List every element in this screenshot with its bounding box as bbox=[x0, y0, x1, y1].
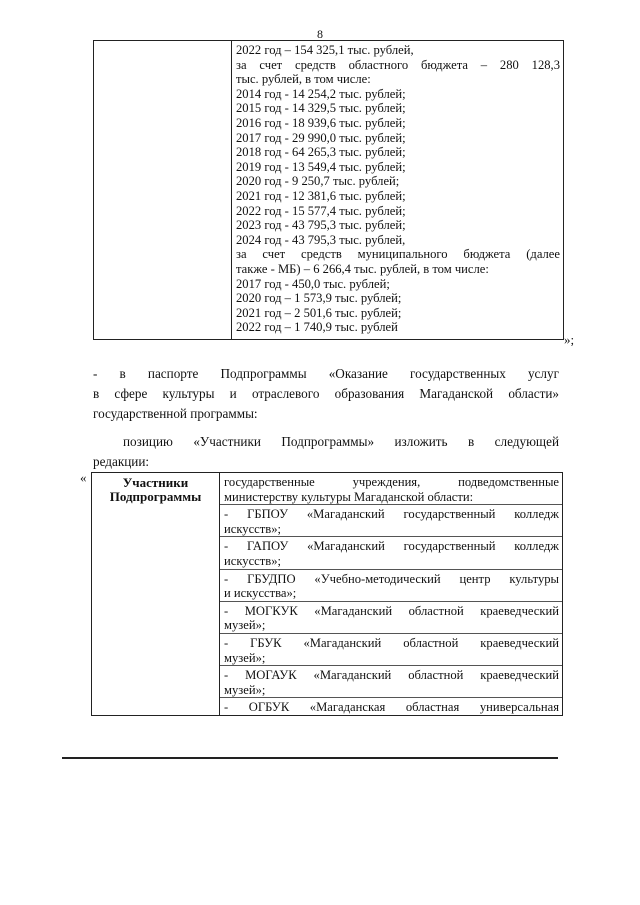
funding-line: 2019 год - 13 549,4 тыс. рублей; bbox=[236, 159, 406, 174]
participant-item bbox=[220, 505, 562, 537]
participants-table-row bbox=[92, 473, 563, 716]
participant-item-line: искусств»; bbox=[224, 521, 281, 536]
participant-item bbox=[220, 634, 562, 666]
funding-line: 2021 год - 12 381,6 тыс. рублей; bbox=[236, 188, 406, 203]
participant-item bbox=[220, 537, 562, 569]
participant-item-line: музей»; bbox=[224, 650, 266, 665]
participants-list-cell bbox=[220, 473, 563, 716]
participants-header-cell bbox=[92, 473, 220, 716]
participant-item-line: - ГБУК «Магаданский областной краеведческий bbox=[224, 635, 559, 650]
funding-line: 2016 год - 18 939,6 тыс. рублей; bbox=[236, 115, 406, 130]
funding-table-empty-cell bbox=[94, 41, 232, 340]
participant-item-line: - МОГКУК «Магаданский областной краеведческий bbox=[224, 603, 559, 618]
participant-item bbox=[220, 602, 562, 634]
paragraph-position-line: редакции: bbox=[93, 454, 150, 469]
participant-item-line: - ОГБУК «Магаданская областная универсальная bbox=[224, 700, 559, 715]
participants-intro bbox=[220, 473, 562, 505]
participant-item bbox=[220, 698, 562, 715]
participant-item-line: музей»; bbox=[224, 682, 266, 697]
participant-item-line: - ГБУДПО «Учебно-методический центр культуры bbox=[224, 571, 559, 586]
participant-item-line: - ГБПОУ «Магаданский государственный колледж bbox=[224, 507, 559, 522]
funding-line: тыс. рублей, в том числе: bbox=[236, 72, 371, 87]
funding-line: 2020 год - 9 250,7 тыс. рублей; bbox=[236, 174, 400, 189]
page-number: 8 bbox=[317, 27, 323, 41]
funding-line: 2023 год - 43 795,3 тыс. рублей; bbox=[236, 218, 406, 233]
paragraph-passport-line: - в паспорте Подпрограммы «Оказание государственных услуг bbox=[93, 366, 559, 381]
funding-line: 2022 год - 15 577,4 тыс. рублей; bbox=[236, 203, 406, 218]
funding-text bbox=[232, 41, 563, 335]
participants-header bbox=[92, 473, 219, 504]
opening-quote-mark: « bbox=[80, 470, 87, 485]
funding-line: 2017 год - 29 990,0 тыс. рублей; bbox=[236, 130, 406, 145]
paragraph-passport-line: в сфере культуры и отраслевого образования Магаданской области» bbox=[93, 386, 559, 401]
funding-line: также - МБ) – 6 266,4 тыс. рублей, в том числе: bbox=[236, 261, 489, 276]
participants-header-line: Подпрограммы bbox=[109, 489, 202, 504]
funding-line: за счет средств областного бюджета – 280 128,3 bbox=[236, 57, 560, 72]
funding-line: 2022 год – 1 740,9 тыс. рублей bbox=[236, 320, 398, 335]
funding-line: 2015 год - 14 329,5 тыс. рублей; bbox=[236, 101, 406, 116]
funding-line: 2017 год - 450,0 тыс. рублей; bbox=[236, 276, 390, 291]
paragraph-position-line: позицию «Участники Подпрограммы» изложить в следующей bbox=[123, 434, 559, 449]
participant-item-line: - ГАПОУ «Магаданский государственный колледж bbox=[224, 539, 559, 554]
funding-line: 2024 год - 43 795,3 тыс. рублей, bbox=[236, 232, 406, 247]
participants-header-line: Участники bbox=[122, 475, 189, 490]
funding-line: 2020 год – 1 573,9 тыс. рублей; bbox=[236, 291, 402, 306]
participants-intro-line: государственные учреждения, подведомственные bbox=[224, 475, 559, 489]
participant-item bbox=[220, 570, 562, 602]
participant-item-line: музей»; bbox=[224, 618, 266, 633]
paragraph-passport-line: государственной программы: bbox=[93, 406, 258, 421]
bottom-rule bbox=[62, 757, 558, 759]
funding-table-row bbox=[94, 41, 564, 340]
participants-intro-line: министерству культуры Магаданской области: bbox=[224, 489, 474, 504]
funding-line: 2022 год – 154 325,1 тыс. рублей, bbox=[236, 43, 414, 57]
funding-line: за счет средств муниципального бюджета (далее bbox=[236, 247, 560, 262]
closing-quote-mark: »; bbox=[564, 332, 575, 347]
funding-table bbox=[93, 40, 564, 340]
participant-item-line: и искусства»; bbox=[224, 586, 297, 601]
funding-line: 2018 год - 64 265,3 тыс. рублей; bbox=[236, 145, 406, 160]
participants-table bbox=[91, 472, 563, 716]
funding-line: 2021 год – 2 501,6 тыс. рублей; bbox=[236, 305, 402, 320]
participant-item bbox=[220, 666, 562, 698]
participant-item-line: искусств»; bbox=[224, 553, 281, 568]
funding-table-value-cell bbox=[232, 41, 564, 340]
participant-item-line: - МОГАУК «Магаданский областной краеведческий bbox=[224, 668, 559, 683]
funding-line: 2014 год - 14 254,2 тыс. рублей; bbox=[236, 86, 406, 101]
